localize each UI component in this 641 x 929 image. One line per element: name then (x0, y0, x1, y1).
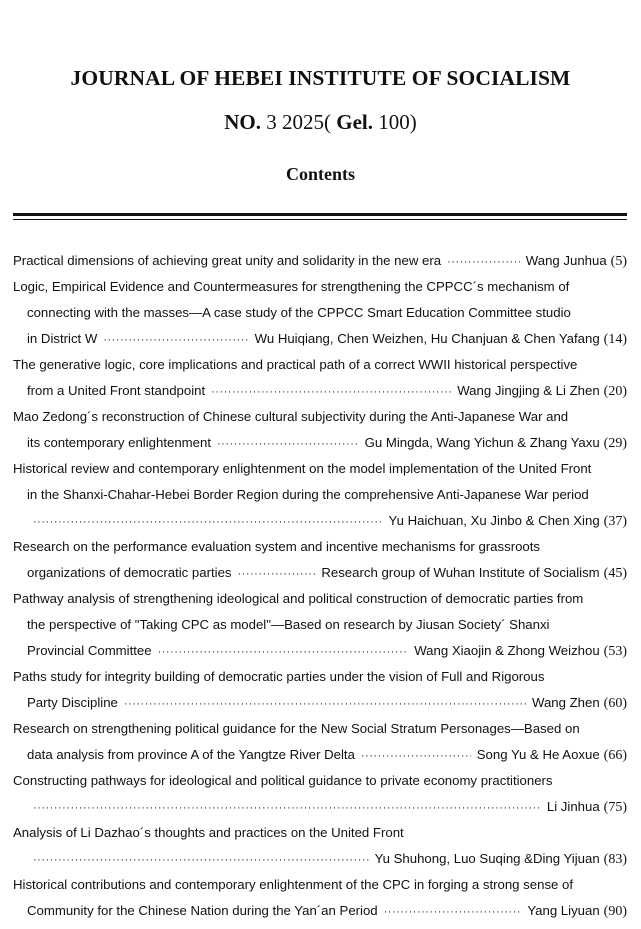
toc-title-text: Constructing pathways for ideological and political guidance to private economy practitioners (13, 773, 553, 788)
toc-page-number: (29) (603, 436, 627, 451)
toc-entry (13, 534, 627, 586)
leader-dots (211, 379, 451, 405)
header-divider-thin (13, 219, 627, 220)
issue-line (0, 110, 641, 135)
toc-line (13, 248, 627, 274)
toc-title-text: connecting with the masses—A case study of the CPPCC Smart Education Committee studio (27, 305, 571, 320)
leader-dots (238, 561, 316, 587)
toc-line (13, 430, 627, 456)
toc-page-number: (20) (603, 384, 627, 399)
leader-dots (217, 431, 359, 457)
toc-line (13, 690, 627, 716)
toc-title-text: Historical review and contemporary enlightenment on the model implementation of the United Front (13, 461, 592, 476)
leader-dots (33, 509, 383, 535)
toc-line (13, 586, 627, 612)
toc-line (13, 846, 627, 872)
leader-dots (124, 691, 526, 717)
toc-page-number: (83) (603, 852, 627, 867)
toc-title-text: from a United Front standpoint (27, 383, 206, 398)
toc-line (13, 872, 627, 898)
toc-entry (13, 820, 627, 872)
toc-line (13, 638, 627, 664)
toc-page-number: (5) (610, 254, 627, 269)
toc-title-text: organizations of democratic parties (27, 565, 232, 580)
issue-vol-value: 100) (378, 110, 417, 134)
toc-entry (13, 456, 627, 534)
toc-line (13, 664, 627, 690)
toc-authors: Yu Shuhong, Luo Suqing &Ding Yijuan (374, 851, 600, 866)
toc-line (13, 794, 627, 820)
toc-authors: Song Yu & He Aoxue (476, 747, 600, 762)
table-of-contents (13, 248, 627, 924)
toc-title-text: Research on strengthening political guidance for the New Social Stratum Personages—Based on (13, 721, 580, 736)
leader-dots (361, 743, 471, 769)
toc-line (13, 612, 627, 638)
toc-line (13, 716, 627, 742)
toc-entry (13, 872, 627, 924)
toc-line (13, 508, 627, 534)
toc-entry (13, 664, 627, 716)
toc-title-text: Provincial Committee (27, 643, 152, 658)
leader-dots (384, 899, 522, 925)
toc-entry (13, 274, 627, 352)
toc-authors: Wang Jingjing & Li Zhen (457, 383, 600, 398)
leader-dots (33, 847, 369, 873)
toc-page-number: (66) (603, 748, 627, 763)
toc-page-number: (90) (603, 904, 627, 919)
toc-line (13, 300, 627, 326)
toc-line (13, 768, 627, 794)
toc-title-text: Community for the Chinese Nation during the Yan´an Period (27, 903, 378, 918)
toc-title-text: the perspective of "Taking CPC as model"—Based on research by Jiusan Society´ Shanxi (27, 617, 550, 632)
toc-title-text: in District W (27, 331, 98, 346)
toc-title-text: Logic, Empirical Evidence and Countermeasures for strengthening the CPPCC´s mechanism of (13, 279, 570, 294)
leader-dots (103, 327, 248, 353)
leader-dots (158, 639, 409, 665)
toc-page-number: (14) (603, 332, 627, 347)
toc-line (13, 820, 627, 846)
issue-no-value: 3 2025( (266, 110, 331, 134)
toc-authors: Li Jinhua (546, 799, 600, 814)
toc-page-number: (75) (603, 800, 627, 815)
toc-authors: Wang Xiaojin & Zhong Weizhou (414, 643, 600, 658)
toc-line (13, 534, 627, 560)
toc-line (13, 274, 627, 300)
leader-dots (447, 249, 520, 275)
toc-page-number: (45) (603, 566, 627, 581)
toc-authors: Yang Liyuan (527, 903, 600, 918)
toc-title-text: Practical dimensions of achieving great unity and solidarity in the new era (13, 253, 442, 268)
toc-title-text: data analysis from province A of the Yangtze River Delta (27, 747, 355, 762)
toc-title-text: Analysis of Li Dazhao´s thoughts and practices on the United Front (13, 825, 404, 840)
toc-title-text: Research on the performance evaluation system and incentive mechanisms for grassroots (13, 539, 541, 554)
toc-title-text: Party Discipline (27, 695, 118, 710)
toc-title-text: Historical contributions and contemporary enlightenment of the CPC in forging a strong sense of (13, 877, 574, 892)
toc-entry (13, 404, 627, 456)
header-divider-thick (13, 213, 627, 216)
toc-page-number: (60) (603, 696, 627, 711)
toc-authors: Wu Huiqiang, Chen Weizhen, Hu Chanjuan & Chen Yafang (254, 331, 600, 346)
toc-page-number: (37) (603, 514, 627, 529)
toc-entry (13, 352, 627, 404)
toc-line (13, 742, 627, 768)
toc-title-text: Mao Zedong´s reconstruction of Chinese cultural subjectivity during the Anti-Japanese War and (13, 409, 569, 424)
toc-authors: Wang Junhua (525, 253, 607, 268)
toc-line (13, 326, 627, 352)
toc-title-text: Pathway analysis of strengthening ideological and political construction of democratic parties from (13, 591, 584, 606)
toc-entry (13, 716, 627, 768)
toc-page-number: (53) (603, 644, 627, 659)
toc-title-text: in the Shanxi-Chahar-Hebei Border Region during the comprehensive Anti-Japanese War period (27, 487, 589, 502)
toc-line (13, 352, 627, 378)
leader-dots (33, 795, 541, 821)
toc-authors: Yu Haichuan, Xu Jinbo & Chen Xing (388, 513, 600, 528)
toc-authors: Research group of Wuhan Institute of Socialism (321, 565, 600, 580)
contents-heading: Contents (285, 164, 355, 184)
toc-entry (13, 586, 627, 664)
issue-vol-label: Gel. (336, 110, 373, 134)
toc-line (13, 482, 627, 508)
toc-authors: Wang Zhen (531, 695, 600, 710)
toc-line (13, 560, 627, 586)
toc-title-text: its contemporary enlightenment (27, 435, 211, 450)
toc-line (13, 898, 627, 924)
toc-line (13, 456, 627, 482)
toc-line (13, 378, 627, 404)
issue-no-label: NO. (224, 110, 261, 134)
toc-title-text: The generative logic, core implications and practical path of a correct WWII historical perspective (13, 357, 578, 372)
toc-line (13, 404, 627, 430)
journal-title: JOURNAL OF HEBEI INSTITUTE OF SOCIALISM (70, 66, 571, 90)
toc-entry (13, 248, 627, 274)
toc-entry (13, 768, 627, 820)
toc-authors: Gu Mingda, Wang Yichun & Zhang Yaxu (364, 435, 600, 450)
toc-title-text: Paths study for integrity building of democratic parties under the vision of Full and Rigorous (13, 669, 545, 684)
